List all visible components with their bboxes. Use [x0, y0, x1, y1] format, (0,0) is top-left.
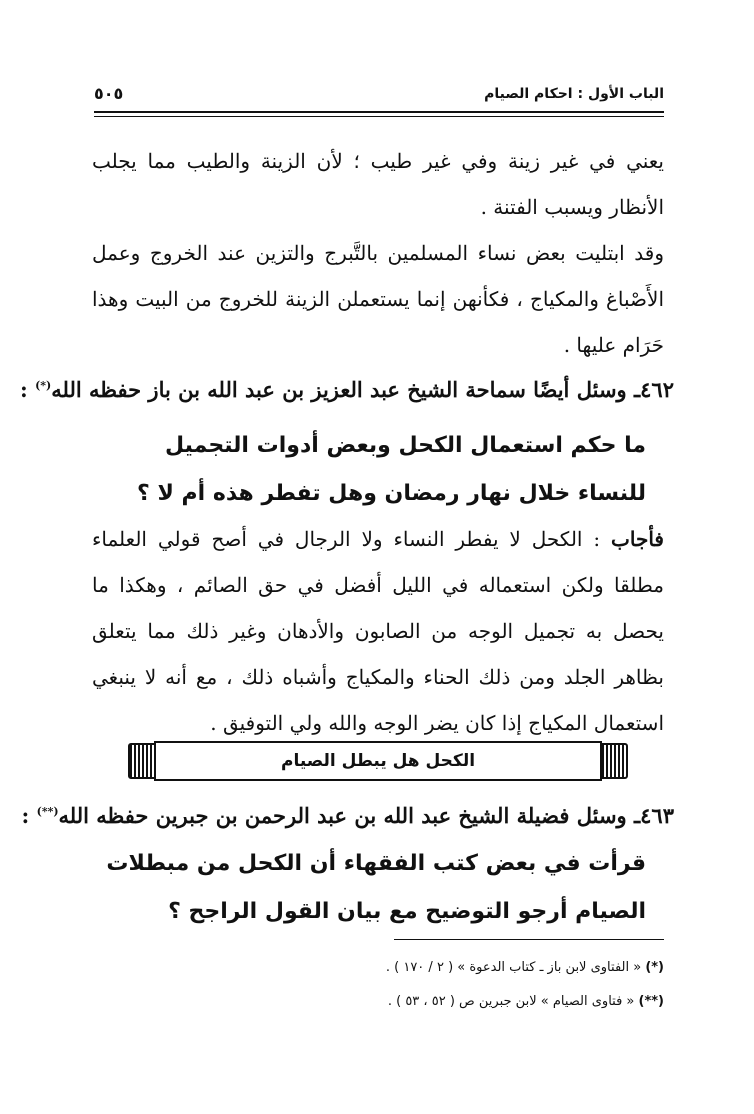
answer-label: فأجاب	[611, 527, 664, 551]
footnote-1-text: « الفتاوى لابن باز ـ كتاب الدعوة » ( ٢ / ١٧٠ ) .	[385, 960, 646, 975]
page-number: ٥٠٥	[94, 84, 124, 103]
section-title: الكحل هل يبطل الصيام	[154, 741, 602, 781]
footnote-ref-1: (*)	[35, 379, 52, 392]
answer-462-text: : الكحل لا يفطر النساء ولا الرجال في أصح قولي العلماء مطلقا ولكن استعماله في الليل أفضل في حق الصائم ، وهكذا ما يحصل به تجميل الوجه من الصابون والأدهان وغير ذلك مما يتعلق بظاهر الجلد ومن ذلك الحناء والمكياج وأشباه ذلك ، مع أنه لا ينبغي استعمال المكياج إذا كان يضر الوجه والله ولي التوفيق .	[92, 527, 664, 735]
question-463-heading	[21, 792, 674, 836]
running-header	[94, 82, 664, 110]
header-rule-thin	[94, 116, 664, 117]
footnote-1	[92, 958, 664, 978]
question-463-text: قرأت في بعض كتب الفقهاء أن الكحل من مبطلات الصيام أرجو التوضيح مع بيان القول الراجح ؟	[106, 851, 646, 924]
paragraph-2: وقد ابتليت بعض نساء المسلمين بالتَّبرج والتزين عند الخروج وعمل الأَصْباغ والمكياج ، فكأنهن إنما يستعملن الزينة للخروج من البيت وهذا حَرَام عليها .	[92, 241, 664, 357]
question-463-heading-text: ٤٦٣ـ وسئل فضيلة الشيخ عبد الله بن عبد الرحمن بن جبرين حفظه الله	[58, 803, 674, 828]
header-rule	[94, 111, 664, 113]
footnote-2-text: « فتاوى الصيام » لابن جبرين ص ( ٥٢ ، ٥٣ ) .	[387, 994, 639, 1009]
question-462-text: ما حكم استعمال الكحل وبعض أدوات التجميل للنساء خلال نهار رمضان وهل تفطر هذه أم لا ؟	[137, 433, 646, 506]
question-463-colon: :	[21, 803, 37, 828]
paragraph-1: يعني في غير زينة وفي غير طيب ؛ لأن الزينة والطيب مما يجلب الأنظار ويسبب الفتنة .	[92, 149, 664, 219]
section-banner	[128, 741, 628, 777]
question-462-heading-text: ٤٦٢ـ وسئل أيضًا سماحة الشيخ عبد العزيز بن عبد الله بن باز حفظه الله	[51, 377, 674, 402]
question-462-colon: :	[20, 377, 36, 402]
question-462-heading	[20, 366, 674, 410]
footnote-1-mark: (*)	[645, 960, 664, 975]
footnote-rule	[394, 939, 664, 940]
answer-462	[92, 516, 664, 746]
footnote-2	[92, 992, 664, 1012]
footnote-2-mark: (**)	[638, 994, 664, 1009]
footnote-ref-2: (**)	[36, 805, 59, 818]
chapter-title: الباب الأول : احكام الصيام	[484, 86, 664, 102]
